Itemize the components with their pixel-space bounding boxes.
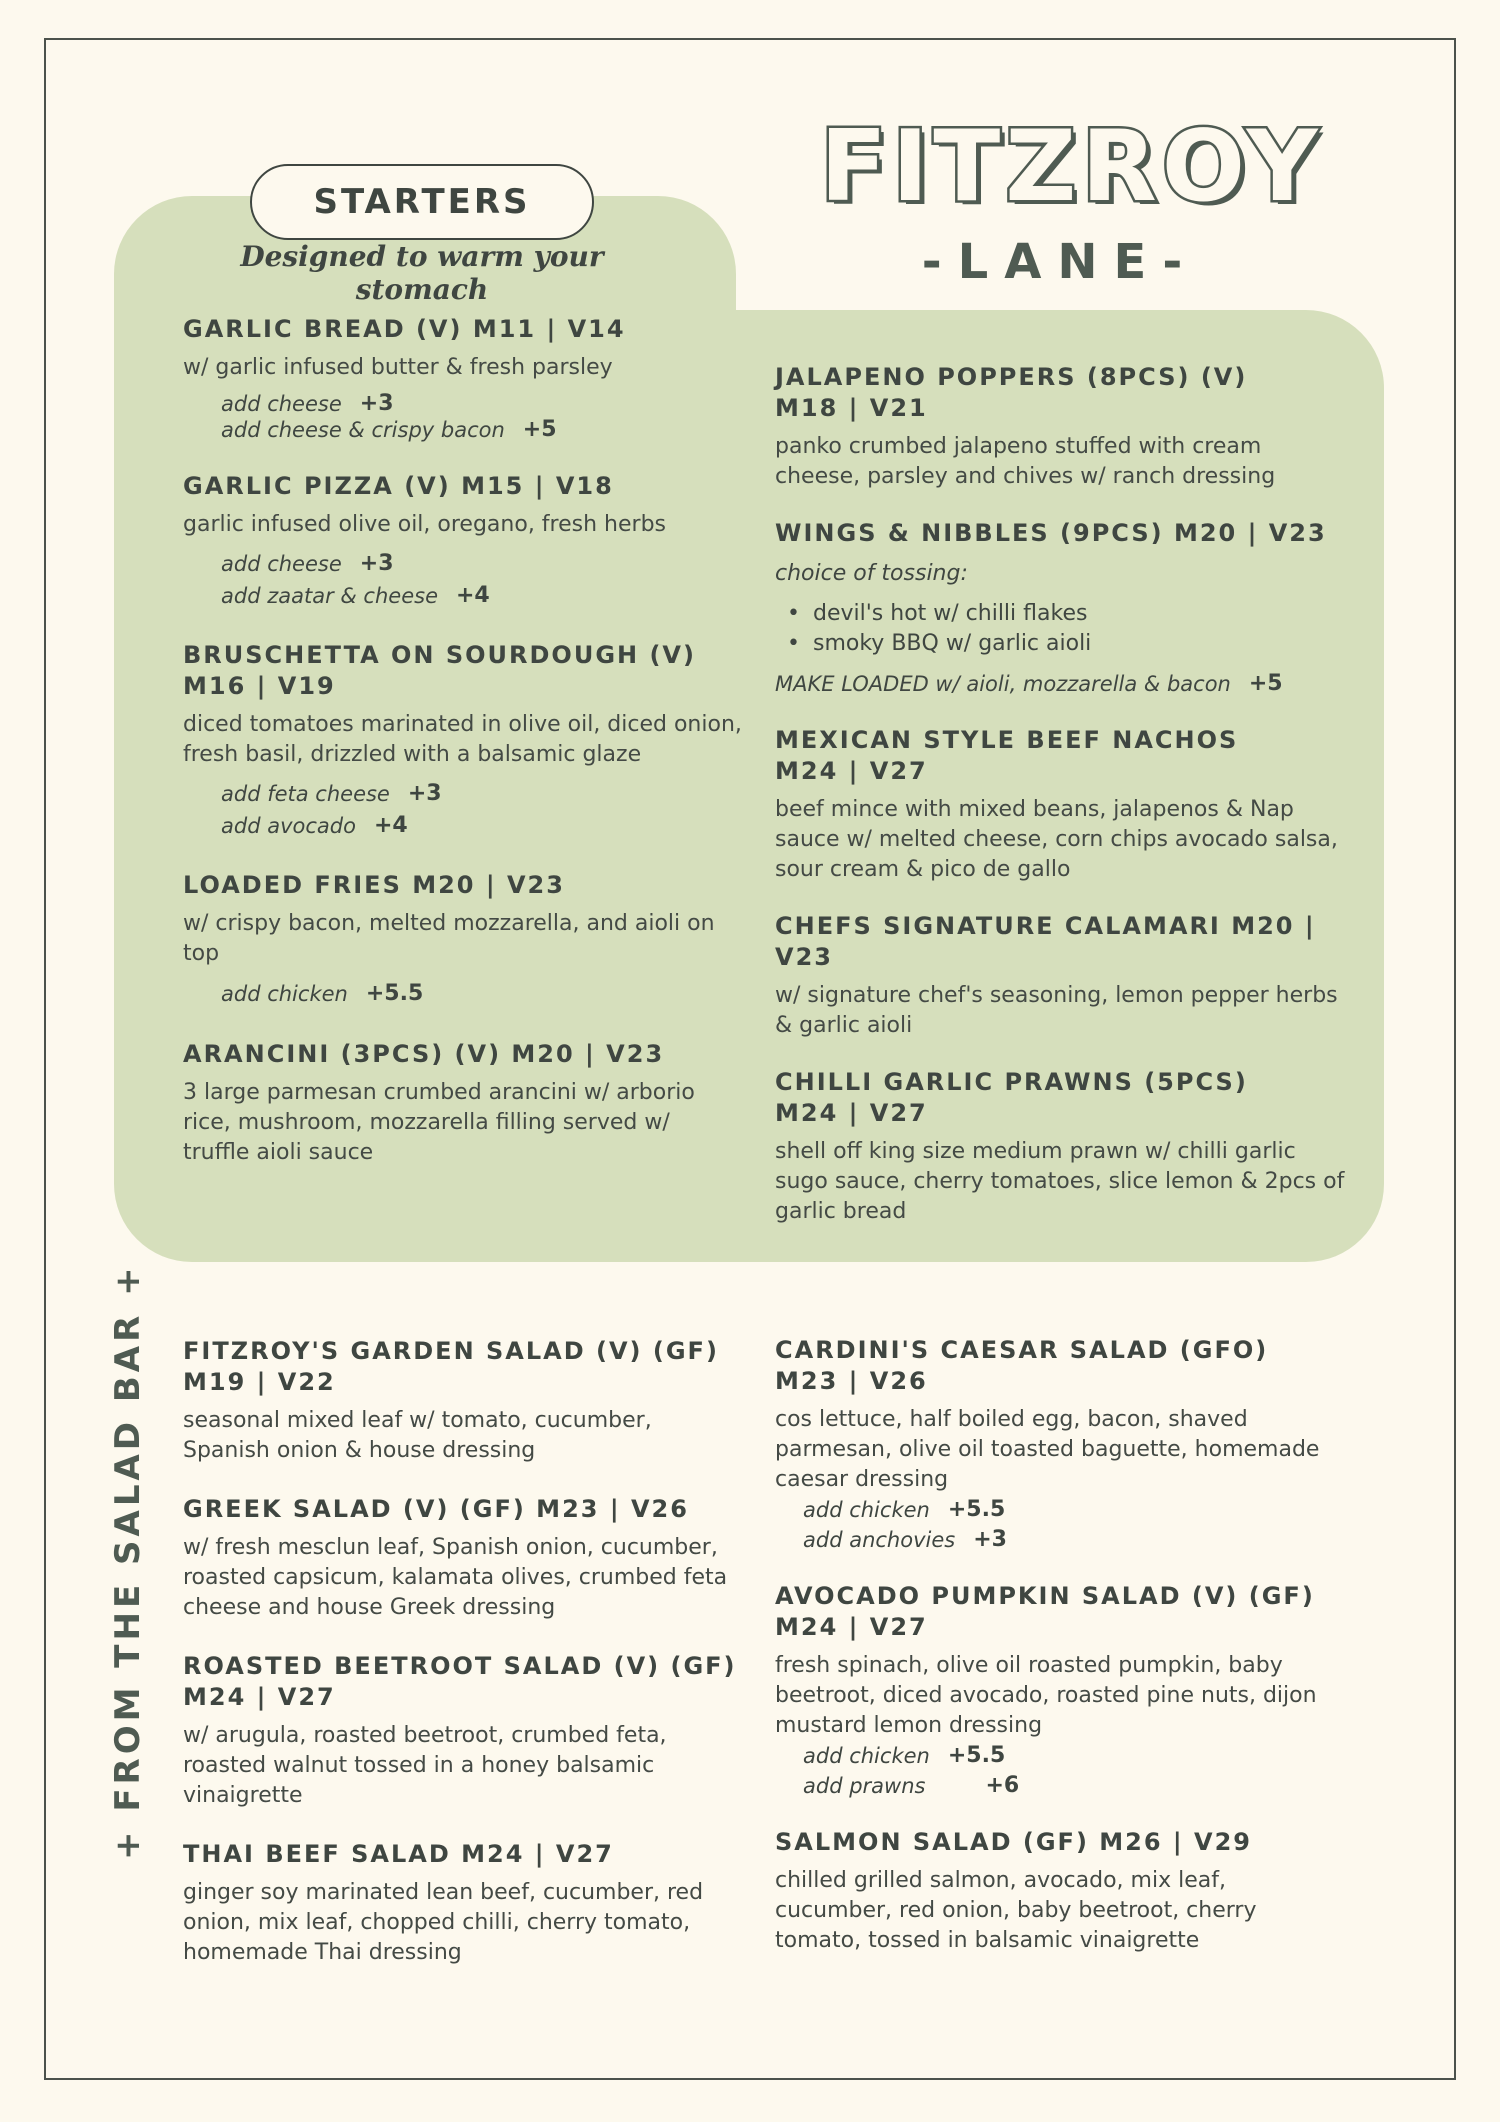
addon-list [221,778,743,842]
addon-price: +4 [373,813,408,838]
addon-list [803,1741,1345,1801]
salad-bar-heading: + FROM THE SALAD BAR + [108,1263,148,1860]
addon [221,417,743,443]
starters-left-column [183,314,743,1202]
addon [221,548,743,580]
addon-label: MAKE LOADED w/ aioli, mozzarella & bacon [775,672,1231,696]
menu-item [775,1335,1345,1555]
menu-item [775,911,1345,1041]
item-description: beef mince with mixed beans, jalapenos & Nap sauce w/ melted cheese, corn chips avocado salsa, sour cream & pico de gallo [775,797,1338,882]
addon-price: +5.5 [947,1497,1006,1522]
tossing-choice: choice of tossing: [775,561,968,586]
menu-item [183,640,743,842]
menu-item [775,725,1345,885]
bullet-text: smoky BBQ w/ garlic aioli [813,631,1092,656]
addon [803,1495,1345,1525]
item-price: M24 | V27 [775,1613,928,1641]
item-title: GARLIC BREAD (V) M11 | V14 [183,315,626,343]
addon-label: add prawns [803,1774,926,1798]
list-item [787,599,1345,629]
addon-price: +3 [407,781,442,806]
menu-item [183,471,743,612]
addon [221,778,743,810]
item-description: garlic infused olive oil, oregano, fresh herbs [183,512,666,537]
addon-label: add chicken [803,1744,930,1768]
item-price: M24 | V27 [775,757,928,785]
fitzroy-lane-logo [820,110,1323,290]
addon [221,580,743,612]
item-title: FITZROY'S GARDEN SALAD (V) (GF) [183,1337,719,1365]
item-description: w/ crispy bacon, melted mozzarella, and aioli on top [183,911,715,966]
menu-item [183,870,743,1011]
item-description: w/ fresh mesclun leaf, Spanish onion, cucumber, roasted capsicum, kalamata olives, crumbed feta cheese and house Greek dressing [183,1535,728,1620]
item-description: cos lettuce, half boiled egg, bacon, shaved parmesan, olive oil toasted baguette, homemade caesar dressing [775,1407,1320,1492]
item-description: chilled grilled salmon, avocado, mix leaf, cucumber, red onion, baby beetroot, cherry tomato, tossed in balsamic vinaigrette [775,1868,1257,1953]
addon [221,391,743,417]
item-price: M19 | V22 [183,1368,336,1396]
addon-price: +4 [455,583,490,608]
addon-price: +5 [1248,671,1283,696]
addon-label: add feta cheese [221,782,390,806]
addon-label: add anchovies [803,1528,956,1552]
item-title: CHILLI GARLIC PRAWNS (5PCS) [775,1068,1248,1096]
item-title: JALAPENO POPPERS (8PCS) (V) [775,363,1248,391]
item-title: MEXICAN STYLE BEEF NACHOS [775,726,1239,754]
addon-label: add avocado [221,814,356,838]
item-description: seasonal mixed leaf w/ tomato, cucumber, Spanish onion & house dressing [183,1408,652,1463]
addon-price: +5.5 [947,1743,1006,1768]
menu-item [183,314,743,443]
item-description: diced tomatoes marinated in olive oil, diced onion, fresh basil, drizzled with a balsamic glaze [183,712,742,767]
item-description: 3 large parmesan crumbed arancini w/ arborio rice, mushroom, mozzarella filling served w/ truffle aioli sauce [183,1080,695,1165]
menu-item [183,1651,743,1811]
salad-right-column [775,1335,1345,1990]
menu-item [775,1067,1345,1227]
menu-item [183,1839,743,1968]
starters-heading: STARTERS [250,164,594,240]
item-title: THAI BEEF SALAD M24 | V27 [183,1840,614,1868]
item-description: shell off king size medium prawn w/ chilli garlic sugo sauce, cherry tomatoes, slice lemon & 2pcs of garlic bread [775,1139,1345,1224]
menu-item [775,362,1345,492]
item-title: AVOCADO PUMPKIN SALAD (V) (GF) [775,1582,1315,1610]
item-price: M16 | V19 [183,672,336,700]
item-title: WINGS & NIBBLES (9PCS) M20 | V23 [775,519,1327,547]
addon-price: +5 [522,417,557,442]
item-description: ginger soy marinated lean beef, cucumber, red onion, mix leaf, chopped chilli, cherry tomato, homemade Thai dressing [183,1880,704,1965]
menu-item [183,1039,743,1168]
addon-label: add cheese [221,392,342,416]
addon [803,1741,1345,1771]
item-price: M24 | V27 [183,1683,336,1711]
item-description: fresh spinach, olive oil roasted pumpkin, baby beetroot, diced avocado, roasted pine nuts, dijon mustard lemon dressing [775,1653,1317,1738]
logo-sub-text: -LANE- [921,234,1199,290]
item-price: M18 | V21 [775,394,928,422]
item-title: CARDINI'S CAESAR SALAD (GFO) [775,1336,1269,1364]
bullet-icon: • [787,601,800,626]
bullet-icon: • [787,631,800,656]
menu-item [775,518,1345,699]
item-description: panko crumbed jalapeno stuffed with cream cheese, parsley and chives w/ ranch dressing [775,434,1276,489]
menu-item [775,1581,1345,1801]
addon-list [221,548,743,612]
addon-list [221,391,743,443]
starters-right-column [775,362,1345,1261]
bullet-text: devil's hot w/ chilli flakes [813,601,1088,626]
item-description: w/ arugula, roasted beetroot, crumbed feta, roasted walnut tossed in a honey balsamic vinaigrette [183,1723,667,1808]
addon-price: +3 [359,551,394,576]
item-description: w/ garlic infused butter & fresh parsley [183,355,613,380]
item-title: ARANCINI (3PCS) (V) M20 | V23 [183,1040,665,1068]
item-title: SALMON SALAD (GF) M26 | V29 [775,1828,1252,1856]
menu-item [183,1494,743,1623]
tossing-list [787,599,1345,659]
addon-label: add chicken [803,1498,930,1522]
addon-label: add cheese [221,552,342,576]
addon-price: +5.5 [365,981,424,1006]
item-price: M24 | V27 [775,1099,928,1127]
addon [221,977,743,1011]
addon-list [803,1495,1345,1555]
item-title: GREEK SALAD (V) (GF) M23 | V26 [183,1495,689,1523]
list-item [787,629,1345,659]
make-loaded-option [775,669,1345,699]
item-title: GARLIC PIZZA (V) M15 | V18 [183,472,614,500]
item-title: BRUSCHETTA ON SOURDOUGH (V) [183,641,696,669]
salad-left-column [183,1336,743,2002]
addon [803,1771,1345,1801]
addon-label: add chicken [221,982,348,1006]
logo-main-text: FITZROY [820,110,1323,224]
addon [221,810,743,842]
addon-price: +3 [973,1527,1007,1552]
addon-label: add zaatar & cheese [221,584,438,608]
item-title: CHEFS SIGNATURE CALAMARI M20 | V23 [775,912,1316,971]
starters-tagline: Designed to warm your stomach [240,240,604,306]
addon-price: +3 [359,391,394,416]
addon-label: add cheese & crispy bacon [221,418,505,442]
item-title: LOADED FRIES M20 | V23 [183,871,565,899]
item-price: M23 | V26 [775,1367,928,1395]
menu-item [775,1827,1345,1956]
menu-item [183,1336,743,1466]
item-title: ROASTED BEETROOT SALAD (V) (GF) [183,1652,737,1680]
item-description: w/ signature chef's seasoning, lemon pepper herbs & garlic aioli [775,983,1338,1038]
addon-price: +6 [985,1773,1020,1798]
addon-list [221,977,743,1011]
addon [803,1525,1345,1555]
